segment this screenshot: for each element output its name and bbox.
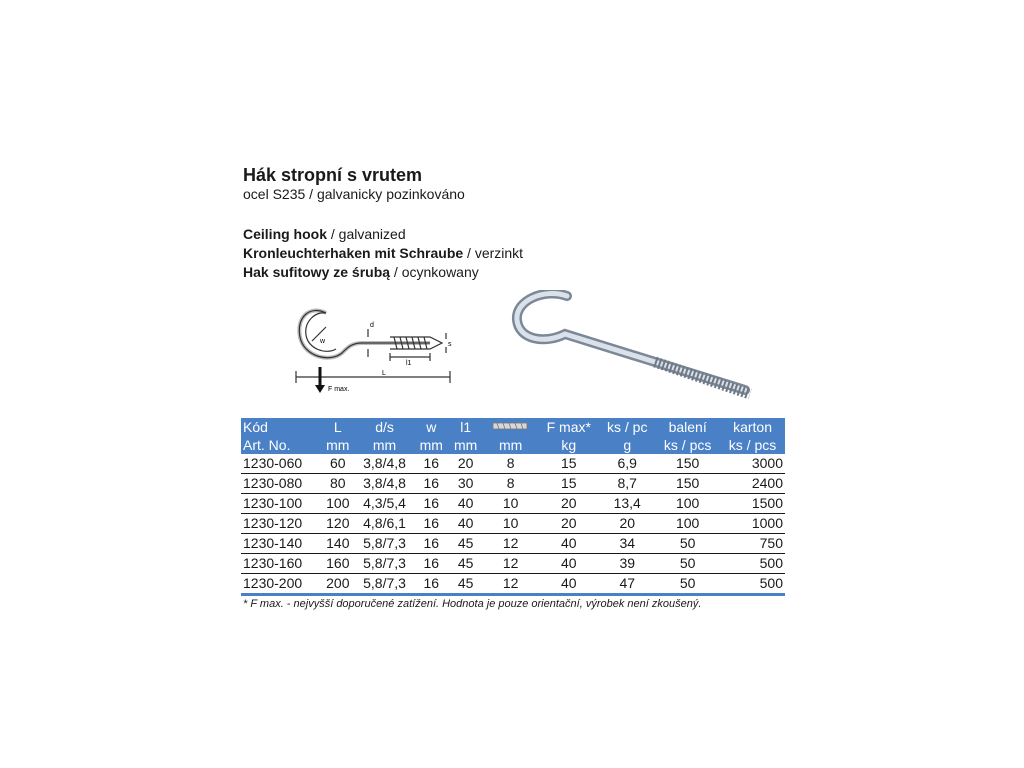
col-unit: ks / pcs [720, 436, 785, 454]
product-names [243, 225, 523, 282]
table-cell: 10 [483, 494, 538, 514]
table-cell: 1230-140 [241, 534, 321, 554]
col-header: ks / pc [599, 418, 655, 436]
table-cell: 13,4 [599, 494, 655, 514]
col-unit: mm [414, 436, 448, 454]
table-cell: 1000 [720, 514, 785, 534]
table-cell: 47 [599, 574, 655, 595]
table-row [241, 514, 785, 534]
table-cell: 16 [414, 494, 448, 514]
table-cell: 1230-160 [241, 554, 321, 574]
col-unit: mm [483, 436, 538, 454]
table-cell: 50 [655, 554, 720, 574]
name-de-rest: / verzinkt [463, 245, 524, 261]
table-cell: 3,8/4,8 [355, 454, 414, 474]
table-cell: 5,8/7,3 [355, 534, 414, 554]
name-pl-bold: Hak sufitowy ze śrubą [243, 264, 391, 280]
name-pl-rest: / ocynkowany [390, 264, 479, 280]
col-unit: Art. No. [241, 436, 321, 454]
col-header: Kód [241, 418, 321, 436]
table-cell: 200 [321, 574, 355, 595]
table-cell: 8,7 [599, 474, 655, 494]
table-cell: 8 [483, 454, 538, 474]
table-cell: 140 [321, 534, 355, 554]
table-cell: 1230-060 [241, 454, 321, 474]
table-cell: 1230-080 [241, 474, 321, 494]
col-header: F max* [538, 418, 599, 436]
table-cell: 50 [655, 534, 720, 554]
table-cell: 4,8/6,1 [355, 514, 414, 534]
table-cell: 1230-120 [241, 514, 321, 534]
col-unit: ks / pcs [655, 436, 720, 454]
table-cell: 500 [720, 554, 785, 574]
table-cell: 12 [483, 554, 538, 574]
dowel-icon [491, 420, 531, 432]
table-cell: 160 [321, 554, 355, 574]
ceiling-hook-photo [505, 290, 765, 405]
table-cell: 30 [448, 474, 482, 494]
table-cell: 100 [321, 494, 355, 514]
table-cell: 16 [414, 554, 448, 574]
col-unit: g [599, 436, 655, 454]
table-cell: 4,3/5,4 [355, 494, 414, 514]
table-cell: 39 [599, 554, 655, 574]
table-cell: 15 [538, 474, 599, 494]
table-cell: 750 [720, 534, 785, 554]
table-cell: 1500 [720, 494, 785, 514]
table-cell: 150 [655, 474, 720, 494]
table-row [241, 574, 785, 595]
product-subtitle: ocel S235 / galvanicky pozinkováno [243, 186, 465, 202]
table-row [241, 554, 785, 574]
name-en [243, 225, 523, 244]
label-s: s [448, 341, 452, 348]
table-row [241, 494, 785, 514]
table-cell: 500 [720, 574, 785, 595]
col-unit: mm [448, 436, 482, 454]
table-cell: 20 [538, 494, 599, 514]
col-header: w [414, 418, 448, 436]
col-unit: mm [355, 436, 414, 454]
table-cell: 8 [483, 474, 538, 494]
table-cell: 15 [538, 454, 599, 474]
label-w: w [320, 338, 326, 345]
col-header: karton [720, 418, 785, 436]
table-cell: 40 [538, 574, 599, 595]
table-cell: 120 [321, 514, 355, 534]
name-de-bold: Kronleuchterhaken mit Schraube [243, 245, 464, 261]
table-cell: 40 [448, 514, 482, 534]
table-cell: 45 [448, 534, 482, 554]
table-cell: 6,9 [599, 454, 655, 474]
name-pl [243, 263, 523, 282]
table-cell: 5,8/7,3 [355, 574, 414, 595]
table-cell: 45 [448, 574, 482, 595]
product-header [243, 164, 465, 203]
name-en-bold: Ceiling hook [243, 226, 327, 242]
table-cell: 16 [414, 514, 448, 534]
product-title: Hák stropní s vrutem [243, 165, 423, 185]
table-cell: 20 [538, 514, 599, 534]
name-de [243, 244, 523, 263]
table-cell: 40 [448, 494, 482, 514]
ceiling-hook-drawing [290, 305, 460, 400]
table-cell: 40 [538, 534, 599, 554]
table-cell: 16 [414, 574, 448, 595]
dowel-header [483, 418, 538, 436]
table-cell: 100 [655, 514, 720, 534]
label-L: L [382, 370, 386, 377]
table-cell: 16 [414, 454, 448, 474]
table-cell: 1230-100 [241, 494, 321, 514]
table-cell: 60 [321, 454, 355, 474]
table-cell: 45 [448, 554, 482, 574]
col-unit: mm [321, 436, 355, 454]
col-unit: kg [538, 436, 599, 454]
table-cell: 12 [483, 574, 538, 595]
footnote: * F max. - nejvyšší doporučené zatížení. Hodnota je pouze orientační, výrobek není zkoušený. [243, 598, 702, 610]
table-header-row-1 [241, 418, 785, 436]
table-body [241, 454, 785, 595]
table-cell: 2400 [720, 474, 785, 494]
label-d: d [370, 322, 374, 329]
table-cell: 5,8/7,3 [355, 554, 414, 574]
table-cell: 1230-200 [241, 574, 321, 595]
table-cell: 20 [599, 514, 655, 534]
table-cell: 3000 [720, 454, 785, 474]
name-en-rest: / galvanized [327, 226, 406, 242]
table-cell: 16 [414, 534, 448, 554]
table-cell: 16 [414, 474, 448, 494]
spec-table [241, 418, 785, 596]
table-cell: 50 [655, 574, 720, 595]
label-fmax: F max. [328, 386, 350, 393]
table-row [241, 454, 785, 474]
col-header: l1 [448, 418, 482, 436]
table-cell: 12 [483, 534, 538, 554]
table-header-row-2 [241, 436, 785, 454]
table-row [241, 474, 785, 494]
table-cell: 10 [483, 514, 538, 534]
col-header: d/s [355, 418, 414, 436]
table-cell: 20 [448, 454, 482, 474]
table-cell: 150 [655, 454, 720, 474]
col-header: balení [655, 418, 720, 436]
table-cell: 3,8/4,8 [355, 474, 414, 494]
col-header: L [321, 418, 355, 436]
table-cell: 40 [538, 554, 599, 574]
table-cell: 34 [599, 534, 655, 554]
table-cell: 80 [321, 474, 355, 494]
table-cell: 100 [655, 494, 720, 514]
table-row [241, 534, 785, 554]
label-l1: l1 [406, 360, 412, 367]
